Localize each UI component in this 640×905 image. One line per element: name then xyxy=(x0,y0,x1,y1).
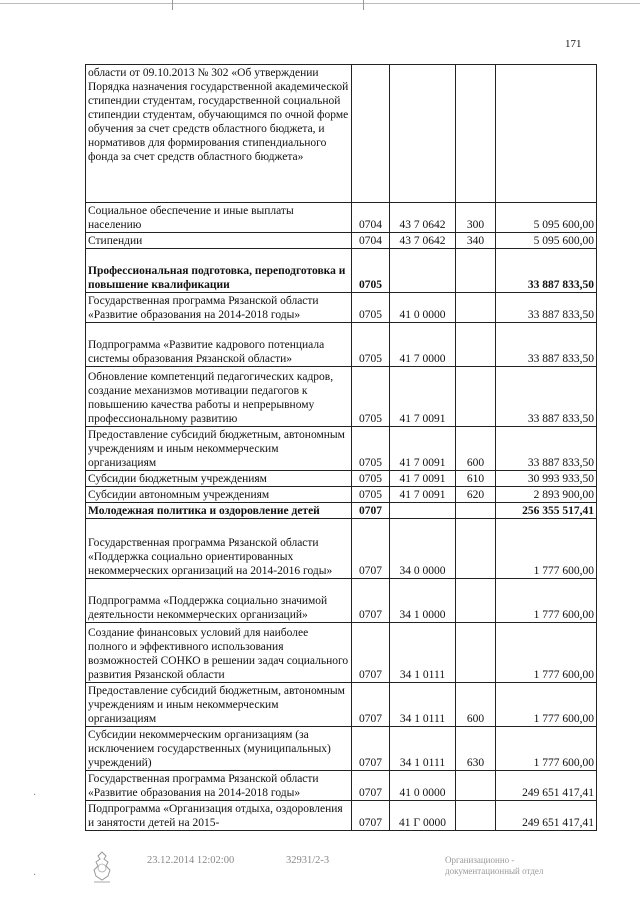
row-name: Субсидии бюджетным учреждениям xyxy=(86,471,352,487)
table-row xyxy=(86,293,597,323)
row-target: 34 1 0111 xyxy=(390,623,456,683)
row-expense-type xyxy=(456,801,496,831)
top-edge-tick xyxy=(363,0,364,10)
row-section: 0707 xyxy=(352,503,390,519)
row-target xyxy=(390,65,456,203)
row-section: 0705 xyxy=(352,249,390,293)
row-section: 0707 xyxy=(352,771,390,801)
row-section: 0707 xyxy=(352,519,390,579)
row-expense-type: 340 xyxy=(456,233,496,249)
row-expense-type: 600 xyxy=(456,683,496,727)
top-edge-line xyxy=(0,3,640,4)
row-amount: 5 095 600,00 xyxy=(496,233,597,249)
row-expense-type xyxy=(456,65,496,203)
row-section: 0707 xyxy=(352,623,390,683)
row-section xyxy=(352,65,390,203)
page-number: 171 xyxy=(565,38,582,50)
table-row xyxy=(86,487,597,503)
table-row xyxy=(86,427,597,471)
row-target: 41 0 0000 xyxy=(390,293,456,323)
row-target: 34 1 0111 xyxy=(390,683,456,727)
margin-mark: · xyxy=(33,790,37,801)
row-amount: 1 777 600,00 xyxy=(496,519,597,579)
row-amount: 5 095 600,00 xyxy=(496,203,597,233)
row-target: 41 7 0091 xyxy=(390,487,456,503)
footer-timestamp: 23.12.2014 12:02:00 xyxy=(147,855,235,866)
table-row xyxy=(86,249,597,293)
row-target: 34 1 0000 xyxy=(390,579,456,623)
row-name: Социальное обеспечение и иные выплаты населению xyxy=(86,203,352,233)
table-row xyxy=(86,727,597,771)
table-row xyxy=(86,203,597,233)
row-section: 0705 xyxy=(352,471,390,487)
row-name: Государственная программа Рязанской области «Поддержка социально ориентированных некоммерческих организаций на 2014-2016 годы» xyxy=(86,519,352,579)
row-name: Предоставление субсидий бюджетным, автономным учреждениям и иным некоммерческим организациям xyxy=(86,683,352,727)
table-row xyxy=(86,683,597,727)
row-name: Молодежная политика и оздоровление детей xyxy=(86,503,352,519)
row-section: 0704 xyxy=(352,203,390,233)
row-amount: 1 777 600,00 xyxy=(496,727,597,771)
row-section: 0707 xyxy=(352,683,390,727)
row-section: 0705 xyxy=(352,293,390,323)
row-expense-type xyxy=(456,771,496,801)
row-amount: 30 993 933,50 xyxy=(496,471,597,487)
row-name: Субсидии автономным учреждениям xyxy=(86,487,352,503)
table-row xyxy=(86,65,597,203)
row-name: Предоставление субсидий бюджетным, автономным учреждениям и иным некоммерческим организациям xyxy=(86,427,352,471)
row-name: Субсидии некоммерческим организациям (за исключением государственных (муниципальных) учреждений) xyxy=(86,727,352,771)
row-expense-type xyxy=(456,293,496,323)
row-target xyxy=(390,503,456,519)
row-target: 41 7 0000 xyxy=(390,323,456,367)
row-expense-type: 630 xyxy=(456,727,496,771)
budget-table xyxy=(85,64,597,831)
coat-of-arms-stamp xyxy=(88,850,116,884)
top-edge-tick xyxy=(172,0,173,10)
row-target xyxy=(390,249,456,293)
table-row xyxy=(86,367,597,427)
row-section: 0705 xyxy=(352,323,390,367)
row-section: 0705 xyxy=(352,367,390,427)
row-target: 43 7 0642 xyxy=(390,233,456,249)
row-expense-type xyxy=(456,323,496,367)
row-section: 0707 xyxy=(352,727,390,771)
table-row xyxy=(86,519,597,579)
row-target: 41 0 0000 xyxy=(390,771,456,801)
row-expense-type: 610 xyxy=(456,471,496,487)
row-name: Подпрограмма «Организация отдыха, оздоровления и занятости детей на 2015- xyxy=(86,801,352,831)
row-name: области от 09.10.2013 № 302 «Об утверждении Порядка назначения государственной академической стипендии студентам, государственной социальной стипендии студентам, обучающимся по очной форме обучения за счет средств областного бюджета, и нормативов для формирования стипендиального фонда за счет средств областного бюджета» xyxy=(86,65,352,203)
table-row xyxy=(86,323,597,367)
row-amount: 1 777 600,00 xyxy=(496,683,597,727)
row-amount: 256 355 517,41 xyxy=(496,503,597,519)
row-section: 0704 xyxy=(352,233,390,249)
row-target: 41 7 0091 xyxy=(390,367,456,427)
row-expense-type xyxy=(456,249,496,293)
row-section: 0705 xyxy=(352,487,390,503)
row-expense-type xyxy=(456,503,496,519)
row-target: 43 7 0642 xyxy=(390,203,456,233)
row-amount: 33 887 833,50 xyxy=(496,367,597,427)
row-amount: 33 887 833,50 xyxy=(496,323,597,367)
row-target: 34 1 0111 xyxy=(390,727,456,771)
table-row xyxy=(86,801,597,831)
row-expense-type xyxy=(456,579,496,623)
row-expense-type xyxy=(456,623,496,683)
table-row xyxy=(86,579,597,623)
row-name: Государственная программа Рязанской области «Развитие образования на 2014-2018 годы» xyxy=(86,293,352,323)
table-row xyxy=(86,771,597,801)
footer-department xyxy=(445,855,543,877)
row-name: Подпрограмма «Развитие кадрового потенциала системы образования Рязанской области» xyxy=(86,323,352,367)
row-section: 0707 xyxy=(352,801,390,831)
row-amount: 33 887 833,50 xyxy=(496,293,597,323)
row-section: 0707 xyxy=(352,579,390,623)
row-amount: 1 777 600,00 xyxy=(496,623,597,683)
row-name: Обновление компетенций педагогических кадров, создание механизмов мотивации педагогов к повышению качества работы и непрерывному профессиональному развитию xyxy=(86,367,352,427)
row-name: Государственная программа Рязанской области «Развитие образования на 2014-2018 годы» xyxy=(86,771,352,801)
row-expense-type xyxy=(456,519,496,579)
row-amount: 249 651 417,41 xyxy=(496,801,597,831)
row-amount: 33 887 833,50 xyxy=(496,249,597,293)
row-amount: 2 893 900,00 xyxy=(496,487,597,503)
row-target: 34 0 0000 xyxy=(390,519,456,579)
table-row xyxy=(86,503,597,519)
row-expense-type: 600 xyxy=(456,427,496,471)
row-expense-type: 300 xyxy=(456,203,496,233)
row-section: 0705 xyxy=(352,427,390,471)
row-target: 41 Г 0000 xyxy=(390,801,456,831)
row-target: 41 7 0091 xyxy=(390,427,456,471)
footer-doc-number: 32931/2-3 xyxy=(286,855,330,866)
row-amount xyxy=(496,65,597,203)
table-row xyxy=(86,233,597,249)
table-row xyxy=(86,471,597,487)
table-row xyxy=(86,623,597,683)
row-amount: 1 777 600,00 xyxy=(496,579,597,623)
margin-mark: · xyxy=(33,870,37,881)
row-expense-type: 620 xyxy=(456,487,496,503)
row-name: Создание финансовых условий для наиболее полного и эффективного использования возможностей СОНКО в решении задач социального развития Рязанской области xyxy=(86,623,352,683)
footer-dept-line: документационный отдел xyxy=(445,866,544,876)
footer-dept-line: Организационно - xyxy=(445,855,515,865)
row-name: Подпрограмма «Поддержка социально значимой деятельности некоммерческих организаций» xyxy=(86,579,352,623)
row-expense-type xyxy=(456,367,496,427)
row-amount: 249 651 417,41 xyxy=(496,771,597,801)
row-amount: 33 887 833,50 xyxy=(496,427,597,471)
row-target: 41 7 0091 xyxy=(390,471,456,487)
row-name: Профессиональная подготовка, переподготовка и повышение квалификации xyxy=(86,249,352,293)
row-name: Стипендии xyxy=(86,233,352,249)
